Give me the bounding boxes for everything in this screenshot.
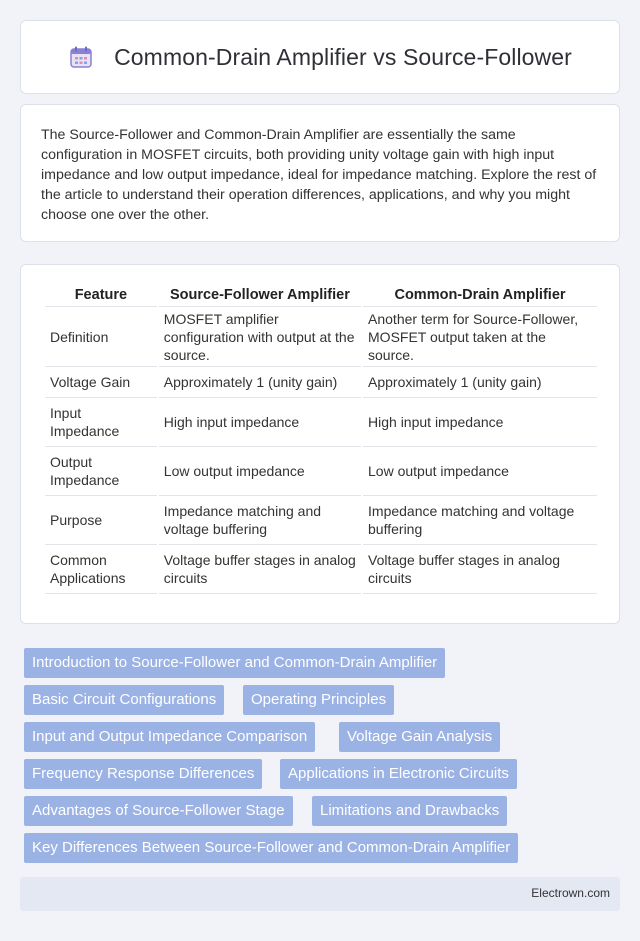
table-cell: MOSFET amplifier configuration with output at the source. [159,307,361,367]
topic-tag-introduction[interactable]: Introduction to Source-Follower and Common-Drain Amplifier [24,648,445,678]
table-row [45,545,597,594]
intro-text: The Source-Follower and Common-Drain Amplifier are essentially the same configuration in MOSFET circuits, both providing unity voltage gain with high input impedance and low output impedance, ideal for impedance matching. Explore the rest of the article to understand their operation differences, applications, and why you might choose one over the other. [41,127,597,223]
topic-tag-impedance-comparison[interactable]: Input and Output Impedance Comparison [24,722,315,752]
table-cell: Low output impedance [159,447,361,496]
calendar-icon [68,44,94,70]
table-row [45,367,597,398]
intro-card [20,104,620,242]
topic-tag-advantages[interactable]: Advantages of Source-Follower Stage [24,796,293,826]
table-cell: Common Applications [45,545,157,594]
table-cell: High input impedance [363,398,597,447]
table-cell: Approximately 1 (unity gain) [159,367,361,398]
topic-tag-frequency-response[interactable]: Frequency Response Differences [24,759,262,789]
table-header-row [45,285,597,307]
table-row [45,447,597,496]
table-header-cell: Feature [45,285,157,307]
comparison-table-card [20,264,620,624]
topic-tag-applications[interactable]: Applications in Electronic Circuits [280,759,517,789]
table-cell: High input impedance [159,398,361,447]
comparison-table [43,285,599,594]
table-cell: Voltage buffer stages in analog circuits [159,545,361,594]
table-cell: Purpose [45,496,157,545]
page-title: Common-Drain Amplifier vs Source-Follower [114,43,572,70]
table-cell: Voltage buffer stages in analog circuits [363,545,597,594]
table-cell: Low output impedance [363,447,597,496]
table-row [45,307,597,367]
table-cell: Definition [45,307,157,367]
footer-site-name: Electrown.com [531,886,610,900]
table-header-cell: Source-Follower Amplifier [159,285,361,307]
topic-tag-voltage-gain-analysis[interactable]: Voltage Gain Analysis [339,722,500,752]
table-row [45,496,597,545]
topic-tag-key-differences[interactable]: Key Differences Between Source-Follower and Common-Drain Amplifier [24,833,518,863]
table-header-cell: Common-Drain Amplifier [363,285,597,307]
table-cell: Another term for Source-Follower, MOSFET output taken at the source. [363,307,597,367]
topic-tag-operating-principles[interactable]: Operating Principles [243,685,394,715]
table-cell: Impedance matching and voltage buffering [159,496,361,545]
table-cell: Output Impedance [45,447,157,496]
table-cell: Voltage Gain [45,367,157,398]
title-card [20,20,620,94]
footer [20,877,620,911]
table-row [45,398,597,447]
topic-tag-basic-circuit-configurations[interactable]: Basic Circuit Configurations [24,685,224,715]
table-cell: Approximately 1 (unity gain) [363,367,597,398]
table-cell: Impedance matching and voltage buffering [363,496,597,545]
table-cell: Input Impedance [45,398,157,447]
topic-tag-limitations[interactable]: Limitations and Drawbacks [312,796,507,826]
